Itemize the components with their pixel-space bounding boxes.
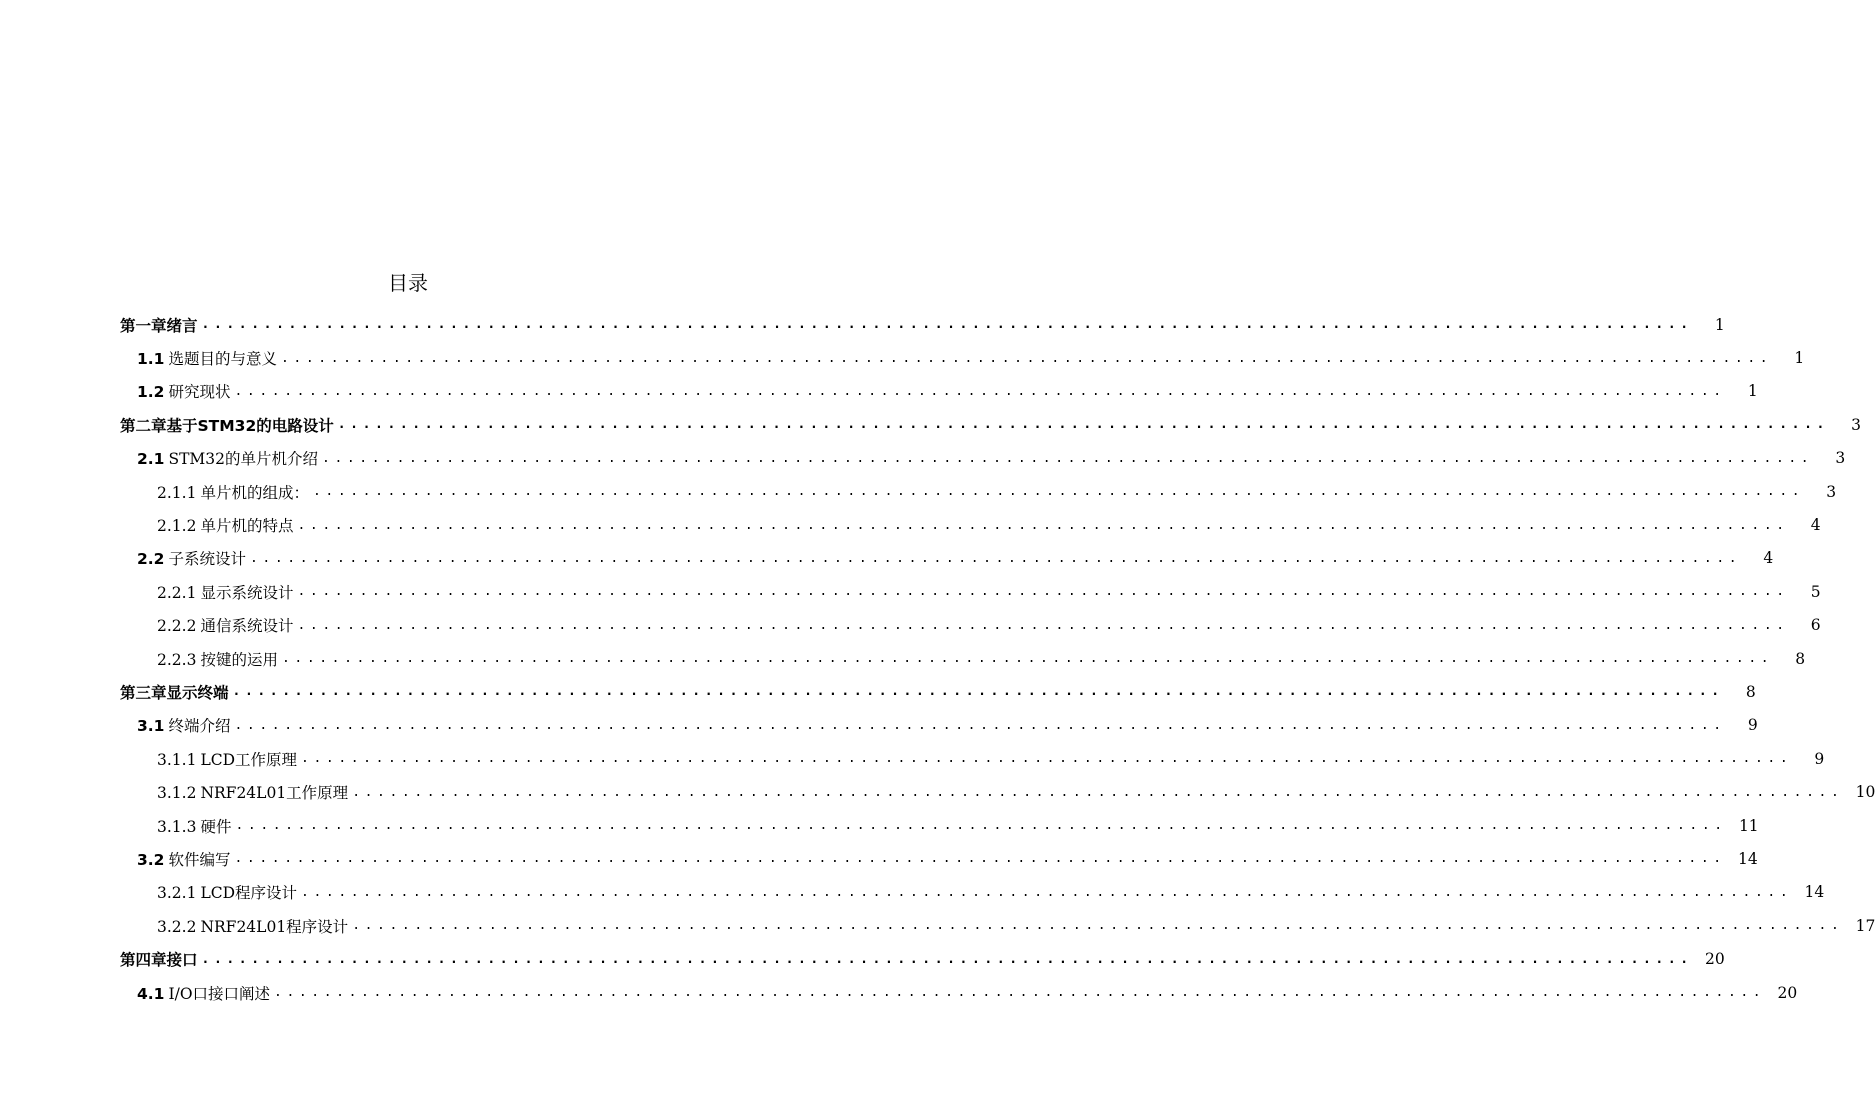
table-of-contents (0, 308, 1875, 1009)
toc-page-number: 14 (1804, 883, 1825, 902)
toc-entry-number: 3.1.3 (157, 817, 197, 836)
toc-page-number: 20 (1777, 983, 1798, 1002)
toc-entry-number: 3.2 (137, 850, 165, 869)
toc-entry-text: NRF24L01程序设计 (200, 917, 349, 936)
toc-entry[interactable] (0, 976, 1798, 1009)
toc-entry-text: NRF24L01工作原理 (200, 784, 349, 803)
toc-leader-dots: ........................................................................................................................ (234, 717, 1726, 733)
toc-entry-label (120, 314, 202, 336)
toc-entry-number: 2.2 (137, 550, 165, 569)
toc-entry-text: LCD程序设计 (200, 884, 298, 903)
toc-leader-dots: ........................................................................................................................ (337, 417, 1829, 433)
toc-page-number: 8 (1745, 682, 1756, 701)
toc-entry-label (157, 581, 297, 603)
toc-entry-label (137, 982, 274, 1004)
toc-entry-number: 1.1 (137, 350, 165, 369)
toc-leader-dots: ........................................................................................................................ (297, 584, 1789, 600)
toc-entry-number: 3.1.1 (157, 750, 197, 769)
toc-entry[interactable] (0, 942, 1725, 975)
toc-entry-text: STM32的单片机介绍 (168, 450, 319, 469)
toc-leader-dots: ........................................................................................................................ (249, 550, 1742, 566)
toc-entry-label (157, 915, 352, 937)
toc-leader-dots: ........................................................................................................................ (312, 484, 1805, 500)
toc-entry-label (157, 514, 297, 536)
toc-entry-label (137, 848, 234, 870)
toc-title: 目录 (388, 271, 428, 295)
toc-page-number: 14 (1737, 849, 1758, 868)
toc-entry-label (120, 948, 202, 970)
toc-page-number: 8 (1795, 649, 1806, 668)
toc-page-number: 4 (1763, 549, 1774, 568)
toc-entry-number: 2.2.1 (157, 583, 197, 602)
toc-leader-dots: ........................................................................................................................ (234, 851, 1726, 867)
toc-page-number: 5 (1810, 582, 1821, 601)
toc-leader-dots: ........................................................................................................................ (352, 918, 1844, 934)
toc-leader-dots: ........................................................................................................................ (232, 684, 1724, 700)
toc-entry-text: 单片机的组成： (200, 483, 309, 502)
toc-entry[interactable] (0, 876, 1825, 909)
toc-entry-text: 第三章显示终端 (120, 683, 229, 702)
toc-entry[interactable] (0, 709, 1758, 742)
toc-entry[interactable] (0, 475, 1837, 508)
toc-entry-text: 按键的运用 (200, 650, 278, 669)
toc-leader-dots: ........................................................................................................................ (235, 818, 1727, 834)
toc-page-number: 11 (1738, 816, 1759, 835)
toc-entry-number: 2.2.3 (157, 650, 197, 669)
toc-page-number: 9 (1747, 716, 1758, 735)
toc-entry-text: 选题目的与意义 (168, 350, 277, 369)
toc-entry-text: I/O口接口阐述 (168, 984, 271, 1003)
toc-entry-text: 单片机的特点 (200, 517, 294, 536)
toc-entry-label (137, 547, 250, 569)
toc-entry-text: 通信系统设计 (200, 617, 294, 636)
toc-entry-text: 第一章绪言 (120, 316, 198, 335)
toc-entry-label (157, 881, 301, 903)
toc-entry[interactable] (0, 308, 1725, 341)
toc-page-number: 10 (1855, 783, 1875, 802)
toc-leader-dots: ........................................................................................................................ (322, 450, 1814, 466)
toc-entry-number: 3.2.2 (157, 917, 197, 936)
toc-entry[interactable] (0, 842, 1758, 875)
toc-entry-number: 1.2 (137, 383, 165, 402)
toc-entry-number: 3.1 (137, 717, 165, 736)
toc-entry-label (157, 815, 235, 837)
toc-leader-dots: ........................................................................................................................ (280, 350, 1773, 366)
toc-leader-dots: ........................................................................................................................ (281, 651, 1774, 667)
toc-page-number: 4 (1810, 516, 1821, 535)
toc-entry[interactable] (0, 408, 1861, 441)
toc-entry-text: 子系统设计 (168, 550, 246, 569)
toc-entry-label (157, 748, 301, 770)
toc-entry[interactable] (0, 542, 1774, 575)
toc-entry-number: 2.1.2 (157, 517, 197, 536)
toc-entry-label (157, 781, 352, 803)
toc-leader-dots: ........................................................................................................................ (301, 884, 1793, 900)
toc-leader-dots: ........................................................................................................................ (234, 383, 1726, 399)
toc-entry[interactable] (0, 575, 1821, 608)
toc-page-number: 6 (1810, 616, 1821, 635)
toc-page-number: 1 (1794, 349, 1805, 368)
toc-page-number: 17 (1855, 916, 1875, 935)
toc-page-number: 20 (1704, 950, 1725, 969)
toc-entry-number: 3.1.2 (157, 784, 197, 803)
toc-leader-dots: ........................................................................................................................ (297, 617, 1789, 633)
toc-leader-dots: ........................................................................................................................ (201, 951, 1693, 967)
toc-entry-label (157, 614, 297, 636)
toc-entry[interactable] (0, 442, 1846, 475)
toc-leader-dots: ........................................................................................................................ (274, 985, 1766, 1000)
toc-entry[interactable] (0, 809, 1759, 842)
toc-entry-label (137, 380, 234, 402)
toc-entry-text: 终端介绍 (168, 717, 231, 736)
toc-entry-label (137, 714, 234, 736)
toc-entry[interactable] (0, 675, 1756, 708)
toc-entry-label (157, 648, 282, 670)
toc-entry-text: 研究现状 (168, 383, 231, 402)
toc-entry[interactable] (0, 909, 1875, 942)
toc-entry-label (137, 447, 322, 469)
toc-entry[interactable] (0, 341, 1805, 374)
toc-entry-label (137, 347, 281, 369)
toc-entry-number: 2.1 (137, 450, 165, 469)
toc-entry-number: 2.2.2 (157, 617, 197, 636)
toc-leader-dots: ........................................................................................................................ (352, 784, 1844, 800)
toc-leader-dots: ........................................................................................................................ (301, 751, 1793, 767)
toc-page-number: 3 (1826, 482, 1837, 501)
toc-entry-label (120, 681, 233, 703)
toc-entry[interactable] (0, 642, 1806, 675)
toc-entry[interactable] (0, 508, 1821, 541)
toc-leader-dots: ........................................................................................................................ (297, 517, 1789, 533)
toc-entry[interactable] (0, 375, 1758, 408)
toc-entry-text: 硬件 (200, 817, 232, 836)
toc-entry-label (157, 481, 313, 503)
toc-page-number: 1 (1747, 382, 1758, 401)
toc-entry-text: 第二章基于STM32的电路设计 (120, 416, 334, 435)
toc-entry-text: 第四章接口 (120, 951, 198, 970)
toc-entry-label (120, 414, 338, 436)
toc-entry[interactable] (0, 742, 1825, 775)
toc-page-number: 1 (1714, 315, 1725, 334)
toc-entry-number: 2.1.1 (157, 483, 197, 502)
toc-page-number: 3 (1835, 449, 1846, 468)
toc-entry[interactable] (0, 775, 1875, 808)
toc-page-number: 3 (1851, 415, 1861, 434)
toc-entry-text: LCD工作原理 (200, 750, 298, 769)
toc-entry-text: 软件编写 (168, 850, 231, 869)
toc-entry-number: 3.2.1 (157, 884, 197, 903)
toc-entry-text: 显示系统设计 (200, 583, 294, 602)
toc-page-number: 9 (1814, 749, 1825, 768)
toc-entry-number: 4.1 (137, 984, 165, 1003)
toc-leader-dots: ........................................................................................................................ (201, 317, 1693, 333)
toc-entry[interactable] (0, 609, 1821, 642)
